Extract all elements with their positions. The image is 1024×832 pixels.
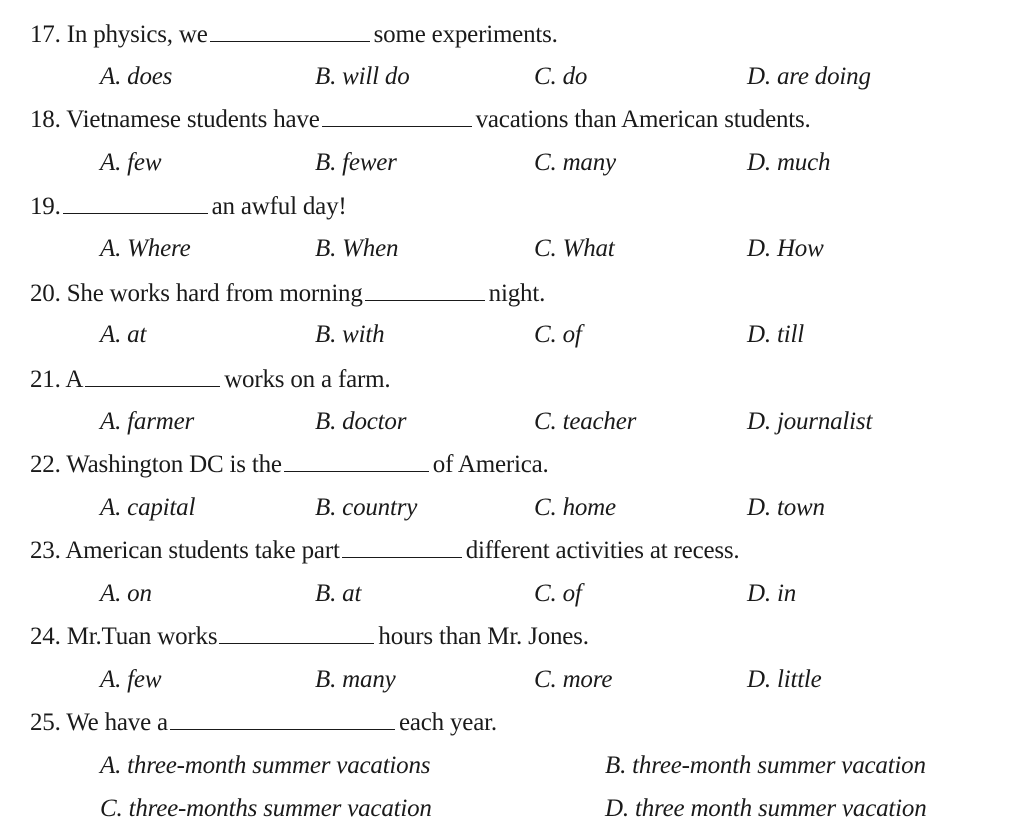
- answer-blank: [210, 21, 370, 42]
- question-number: 22.: [30, 451, 61, 478]
- option-b: B. three-month summer vacation: [605, 752, 926, 779]
- option-a: A. few: [100, 666, 162, 693]
- option-d: D. journalist: [747, 408, 873, 435]
- option-b: B. will do: [315, 63, 410, 90]
- question-text-after: vacations than American students.: [475, 106, 811, 133]
- option-a: A. at: [100, 321, 147, 348]
- answer-blank: [365, 280, 485, 301]
- option-a: A. three-month summer vacations: [100, 752, 431, 779]
- option-a: A. on: [100, 580, 152, 607]
- option-b: B. fewer: [315, 149, 397, 176]
- question-18: [30, 105, 811, 135]
- option-c: C. home: [534, 494, 616, 521]
- option-a: A. farmer: [100, 408, 195, 435]
- question-text-after: each year.: [398, 709, 497, 736]
- option-d: D. town: [747, 494, 825, 521]
- question-text-after: hours than Mr. Jones.: [378, 623, 589, 650]
- option-c: C. of: [534, 321, 582, 348]
- option-c: C. teacher: [534, 408, 637, 435]
- question-23: [30, 536, 739, 566]
- option-b: B. at: [315, 580, 362, 607]
- question-number: 25.: [30, 709, 61, 736]
- question-19: [30, 192, 347, 222]
- option-b: B. country: [315, 494, 418, 521]
- option-d: D. in: [747, 580, 797, 607]
- question-number: 18.: [30, 106, 61, 133]
- option-d: D. three month summer vacation: [605, 795, 927, 822]
- question-24: [30, 622, 589, 652]
- option-b: B. doctor: [315, 408, 407, 435]
- question-17: [30, 20, 558, 50]
- question-text-before: She works hard from morning: [66, 280, 363, 307]
- question-text-after: of America.: [432, 451, 549, 478]
- question-text-before: A: [65, 366, 84, 393]
- option-b: B. When: [315, 235, 399, 262]
- question-number: 24.: [30, 623, 61, 650]
- option-d: D. till: [747, 321, 804, 348]
- option-b: B. many: [315, 666, 396, 693]
- question-text-before: Washington DC is the: [66, 451, 282, 478]
- question-text-before: Vietnamese students have: [66, 106, 320, 133]
- answer-blank: [342, 537, 462, 558]
- question-number: 17.: [30, 21, 61, 48]
- answer-blank: [219, 623, 374, 644]
- option-a: A. capital: [100, 494, 196, 521]
- option-d: D. How: [747, 235, 824, 262]
- question-25: [30, 708, 497, 738]
- option-c: C. three-months summer vacation: [100, 795, 432, 822]
- question-text-after: night.: [488, 280, 546, 307]
- question-number: 21.: [30, 366, 61, 393]
- question-text-before: We have a: [66, 709, 168, 736]
- question-text-before: Mr.Tuan works: [66, 623, 218, 650]
- answer-blank: [284, 451, 429, 472]
- option-d: D. much: [747, 149, 831, 176]
- option-b: B. with: [315, 321, 385, 348]
- question-20: [30, 279, 545, 309]
- question-text-before: In physics, we: [66, 21, 208, 48]
- question-number: 19.: [30, 193, 61, 220]
- option-d: D. little: [747, 666, 822, 693]
- question-number: 20.: [30, 280, 61, 307]
- answer-blank: [170, 709, 395, 730]
- option-c: C. of: [534, 580, 582, 607]
- question-text-after: some experiments.: [373, 21, 558, 48]
- option-a: A. few: [100, 149, 162, 176]
- question-22: [30, 450, 549, 480]
- option-c: C. more: [534, 666, 613, 693]
- option-c: C. What: [534, 235, 615, 262]
- question-text-before: American students take part: [65, 537, 340, 564]
- question-number: 23.: [30, 537, 61, 564]
- question-21: [30, 365, 390, 395]
- question-text-after: different activities at recess.: [465, 537, 740, 564]
- answer-blank: [63, 193, 208, 214]
- option-a: A. does: [100, 63, 173, 90]
- option-c: C. many: [534, 149, 616, 176]
- question-text-after: an awful day!: [211, 193, 347, 220]
- question-text-after: works on a farm.: [224, 366, 391, 393]
- option-a: A. Where: [100, 235, 191, 262]
- option-c: C. do: [534, 63, 588, 90]
- answer-blank: [322, 106, 472, 127]
- option-d: D. are doing: [747, 63, 871, 90]
- answer-blank: [85, 366, 220, 387]
